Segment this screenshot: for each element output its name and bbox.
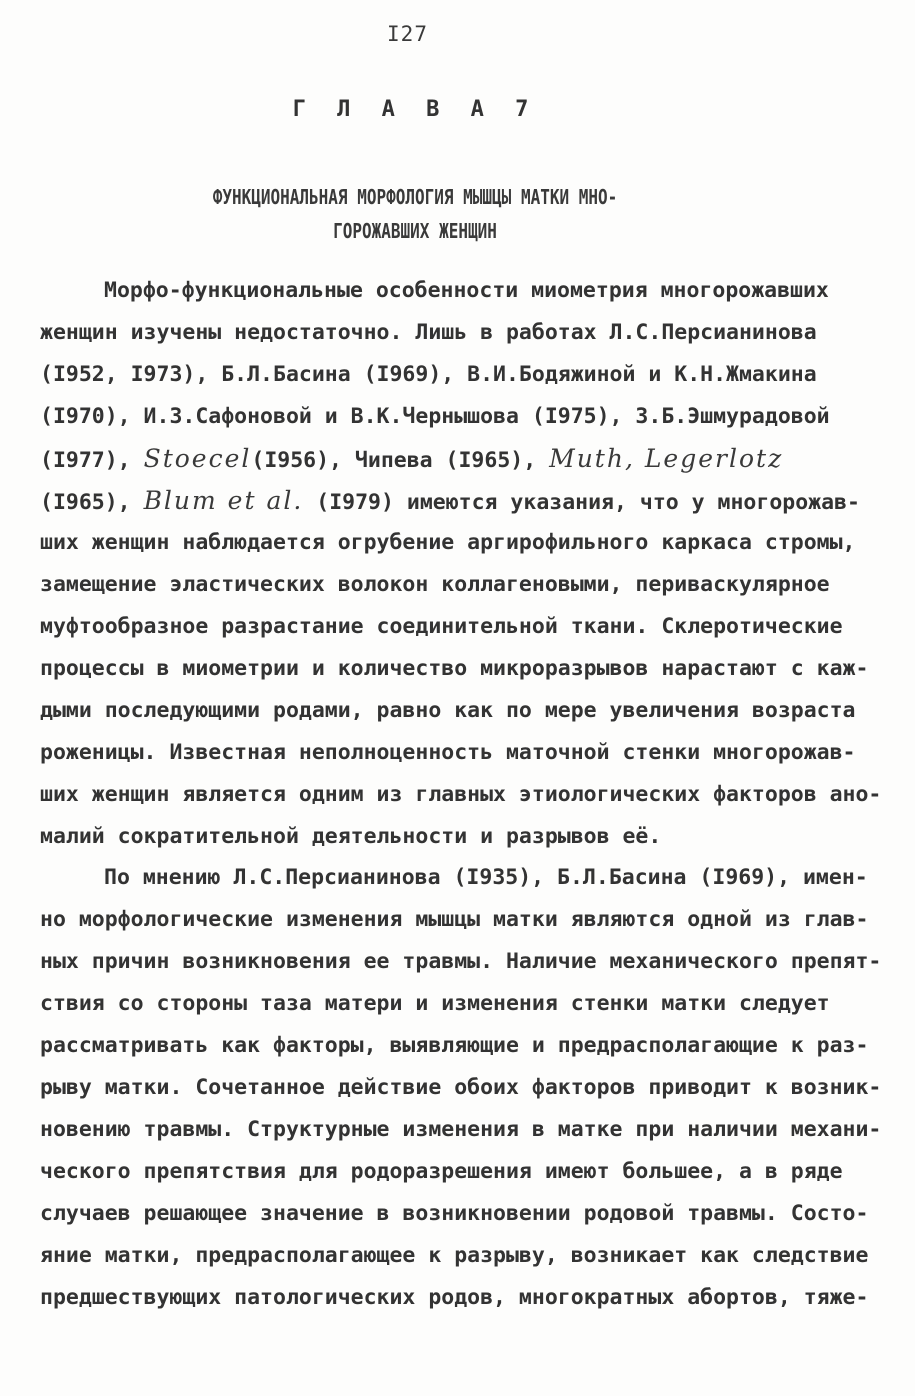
text-line [40,480,880,522]
text-line: яние матки, предрасполагающее к разрыву, возникает как следствие [40,1243,869,1268]
text-line: ческого препятствия для родоразрешения имеют большее, а в ряде [40,1159,843,1184]
text-line: замещение эластических волокон коллагеновыми, периваскулярное [40,572,830,597]
text-line: ствия со стороны таза матери и изменения стенки матки следует [40,991,830,1016]
body-paragraph-2 [40,857,880,1319]
text-line: муфтообразное разрастание соединительной ткани. Склеротические [40,614,843,639]
text-line: ших женщин является одним из главных этиологических факторов ано- [40,782,882,807]
chapter-title-line: ФУНКЦИОНАЛЬНАЯ МОРФОЛОГИЯ МЫШЦЫ МАТКИ МНО- [212,185,618,209]
text-line: новению травмы. Структурные изменения в матке при наличии механи- [40,1117,882,1142]
handwritten-author: Muth, Legerlotz [549,444,784,473]
text-line: Морфо-функциональные особенности миометрия многорожавших [104,278,829,303]
text-line: (I970), И.З.Сафоновой и В.К.Чернышова (I975), З.Б.Эшмурадовой [40,404,830,429]
page-number: I27 [387,22,428,46]
text-line: ных причин возникновения ее травмы. Наличие механического препят- [40,949,882,974]
text-line: рассматривать как факторы, выявляющие и предрасполагающие к раз- [40,1033,869,1058]
text-line: По мнению Л.С.Персианинова (I935), Б.Л.Басина (I969), имен- [104,865,868,890]
chapter-heading: Г Л А В А 7 [292,97,538,122]
text-line [40,438,880,480]
text-line: случаев решающее значение в возникновении родовой травмы. Состо- [40,1201,869,1226]
chapter-title-line: ГОРОЖАВШИХ ЖЕНЩИН [333,219,497,243]
handwritten-author: Stoecel [143,444,252,473]
text-line: дыми последующими родами, равно как по мере увеличения возраста [40,698,856,723]
text-segment: (I979) имеются указания, что у многорожав- [303,490,860,515]
text-line: рыву матки. Сочетанное действие обоих факторов приводит к возник- [40,1075,882,1100]
text-segment: (I965), [40,490,144,515]
body-paragraph-1 [40,270,880,858]
text-line: но морфологические изменения мышцы матки являются одной из глав- [40,907,869,932]
text-segment: (I977), [40,448,144,473]
text-line: процессы в миометрии и количество микроразрывов нарастают с каж- [40,656,869,681]
text-line: малий сократительной деятельности и разрывов её. [40,824,662,849]
text-line: (I952, I973), Б.Л.Басина (I969), В.И.Бодяжиной и К.Н.Жмакина [40,362,817,387]
chapter-title [83,180,747,248]
text-line: ших женщин наблюдается огрубение аргирофильного каркаса стромы, [40,530,856,555]
text-line: предшествующих патологических родов, многократных абортов, тяже- [40,1285,869,1310]
text-segment: (I956), Чипева (I965), [251,448,550,473]
text-line: женщин изучены недостаточно. Лишь в работах Л.С.Персианинова [40,320,817,345]
text-line: роженицы. Известная неполноценность маточной стенки многорожав- [40,740,856,765]
handwritten-author: Blum et al. [143,486,304,515]
